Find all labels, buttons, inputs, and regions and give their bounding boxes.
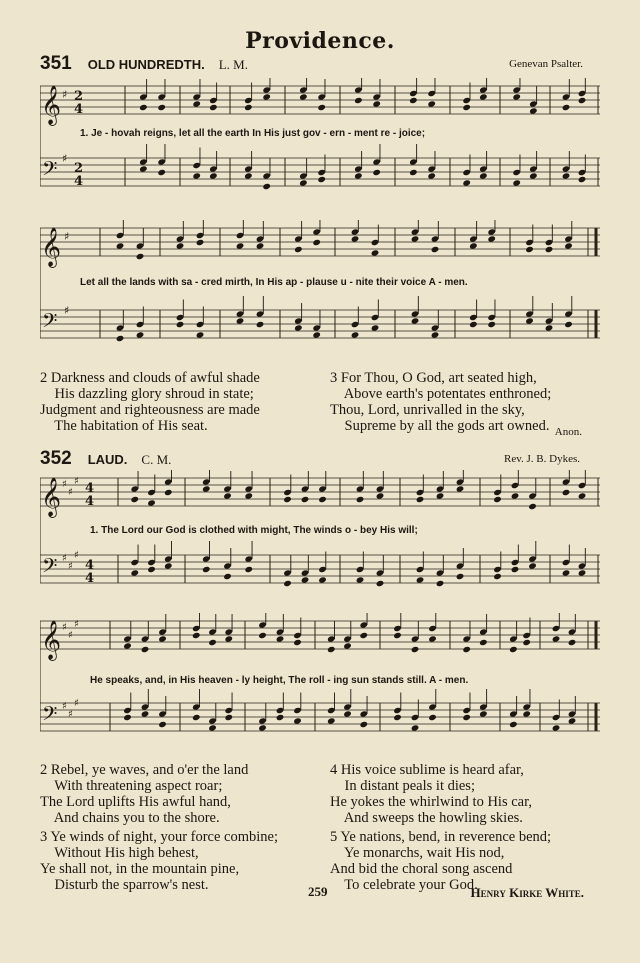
time-signature-bottom: 4 xyxy=(85,571,95,586)
verse-5: 5 Ye nations, bend, in reverence bend; Ye monarchs, wait His nod, And bid the choral song ascend To celebrate your God. xyxy=(330,829,552,893)
time-signature-top: 4 xyxy=(85,481,95,496)
meter: C. M. xyxy=(141,452,172,467)
note-head xyxy=(427,100,436,107)
time-signature-top: 2 xyxy=(74,89,84,104)
note-head xyxy=(176,242,185,249)
hymn-number: 351 xyxy=(40,53,72,74)
note-head xyxy=(312,239,321,246)
note-head xyxy=(411,235,420,242)
note-head xyxy=(371,249,380,256)
time-signature-bottom: 4 xyxy=(74,102,84,117)
note-head xyxy=(568,717,577,724)
key-sharp-icon: ♯ xyxy=(68,630,73,641)
note-head xyxy=(568,639,577,646)
note-head xyxy=(393,714,402,721)
note-head xyxy=(522,639,531,646)
note-head xyxy=(139,104,148,111)
note-head xyxy=(116,242,125,249)
note-head xyxy=(202,485,211,492)
note-head xyxy=(141,646,150,653)
key-sharp-icon: ♯ xyxy=(74,698,79,709)
key-sharp-icon: ♯ xyxy=(62,479,67,490)
note-head xyxy=(487,321,496,328)
note-head xyxy=(116,335,125,342)
note-head xyxy=(299,93,308,100)
note-head xyxy=(479,710,488,717)
note-head xyxy=(209,104,218,111)
hymn-number: 352 xyxy=(40,448,72,469)
meter: L. M. xyxy=(218,57,248,72)
note-head xyxy=(462,179,471,186)
note-head xyxy=(209,172,218,179)
note-head xyxy=(552,724,561,731)
note-head xyxy=(299,179,308,186)
time-signature-top: 2 xyxy=(74,161,84,176)
note-head xyxy=(283,580,292,587)
treble-clef-icon: 𝄞 xyxy=(41,227,62,267)
note-head xyxy=(130,496,139,503)
note-head xyxy=(327,646,336,653)
note-head xyxy=(431,331,440,338)
note-head xyxy=(244,566,253,573)
note-head xyxy=(528,562,537,569)
note-head xyxy=(223,492,232,499)
note-head xyxy=(428,714,437,721)
note-head xyxy=(411,646,420,653)
note-head xyxy=(509,646,518,653)
verse-3: 3 Ye winds of night, your force combine; Without His high behest, Ye shall not, in the mountain pine, Disturb the sparrow's nest. xyxy=(40,829,279,893)
composer-attribution: Genevan Psalter. xyxy=(509,58,583,70)
lyric-line: He speaks, and, in His heaven - ly height, The roll - ing sun stands still. A - men. xyxy=(90,675,469,686)
note-head xyxy=(469,242,478,249)
bass-staff xyxy=(40,703,600,731)
note-head xyxy=(416,576,425,583)
note-head xyxy=(487,235,496,242)
note-head xyxy=(552,635,561,642)
treble-clef-icon: 𝄞 xyxy=(41,85,62,125)
note-head xyxy=(479,639,488,646)
key-sharp-icon: ♯ xyxy=(74,619,79,630)
note-head xyxy=(327,717,336,724)
note-head xyxy=(123,642,132,649)
hymn-351-header xyxy=(40,53,248,75)
note-head xyxy=(525,317,534,324)
note-head xyxy=(351,235,360,242)
note-head xyxy=(529,172,538,179)
lyric-line: 1. The Lord our God is clothed with might, The winds o - bey His will; xyxy=(90,525,418,536)
music-system-351-1 xyxy=(40,78,600,203)
text-author: Henry Kirke White. xyxy=(470,885,584,900)
note-head xyxy=(562,172,571,179)
note-head xyxy=(354,172,363,179)
note-head xyxy=(192,632,201,639)
tune-name: OLD HUNDREDTH. xyxy=(87,57,205,72)
note-head xyxy=(157,104,166,111)
note-head xyxy=(317,176,326,183)
note-head xyxy=(236,242,245,249)
note-head xyxy=(244,492,253,499)
note-head xyxy=(411,724,420,731)
note-head xyxy=(578,97,587,104)
note-head xyxy=(479,172,488,179)
note-head xyxy=(202,566,211,573)
note-head xyxy=(376,492,385,499)
key-sharp-icon: ♯ xyxy=(64,230,70,243)
note-head xyxy=(509,721,518,728)
text-author: Anon. xyxy=(554,426,582,438)
note-head xyxy=(493,496,502,503)
bass-clef-icon: 𝄢 xyxy=(42,702,58,730)
note-head xyxy=(276,635,285,642)
note-head xyxy=(462,104,471,111)
note-head xyxy=(317,104,326,111)
key-sharp-icon: ♯ xyxy=(62,553,67,564)
treble-clef-icon: 𝄞 xyxy=(41,477,62,517)
notes xyxy=(123,613,576,732)
treble-staff xyxy=(40,621,600,649)
note-head xyxy=(262,183,271,190)
note-head xyxy=(562,104,571,111)
note-head xyxy=(359,632,368,639)
note-head xyxy=(262,93,271,100)
note-head xyxy=(436,492,445,499)
key-sharp-icon: ♯ xyxy=(68,561,73,572)
key-sharp-icon: ♯ xyxy=(62,152,68,165)
note-head xyxy=(301,496,310,503)
note-head xyxy=(192,100,201,107)
treble-clef-icon: 𝄞 xyxy=(41,620,62,660)
note-head xyxy=(578,176,587,183)
key-sharp-icon: ♯ xyxy=(64,304,70,317)
note-head xyxy=(409,97,418,104)
note-head xyxy=(192,714,201,721)
note-head xyxy=(564,242,573,249)
tune-name: LAUD. xyxy=(87,452,128,467)
note-head xyxy=(416,496,425,503)
bass-clef-icon: 𝄢 xyxy=(42,554,58,582)
note-head xyxy=(318,576,327,583)
note-head xyxy=(147,566,156,573)
note-head xyxy=(256,242,265,249)
note-head xyxy=(562,569,571,576)
note-head xyxy=(123,714,132,721)
note-head xyxy=(176,321,185,328)
note-head xyxy=(343,710,352,717)
note-head xyxy=(136,253,145,260)
note-head xyxy=(158,721,167,728)
note-head xyxy=(283,496,292,503)
note-head xyxy=(147,499,156,506)
note-head xyxy=(409,169,418,176)
note-head xyxy=(164,562,173,569)
key-sharp-icon: ♯ xyxy=(62,622,67,633)
note-head xyxy=(528,503,537,510)
note-head xyxy=(224,635,233,642)
note-head xyxy=(427,172,436,179)
hymn-352-header xyxy=(40,448,171,470)
note-head xyxy=(157,169,166,176)
note-head xyxy=(578,492,587,499)
note-head xyxy=(356,496,365,503)
note-head xyxy=(376,580,385,587)
note-head xyxy=(141,710,150,717)
note-head xyxy=(462,646,471,653)
note-head xyxy=(318,496,327,503)
note-head xyxy=(258,724,267,731)
note-head xyxy=(258,632,267,639)
note-head xyxy=(312,331,321,338)
key-sharp-icon: ♯ xyxy=(74,550,79,561)
key-sharp-icon: ♯ xyxy=(68,709,73,720)
note-head xyxy=(545,246,554,253)
note-head xyxy=(293,639,302,646)
lyric-line: 1. Je - hovah reigns, let all the earth In His just gov - ern - ment re - joice; xyxy=(80,128,426,139)
note-head xyxy=(522,710,531,717)
note-head xyxy=(301,576,310,583)
note-head xyxy=(356,576,365,583)
note-head xyxy=(223,573,232,580)
note-head xyxy=(431,246,440,253)
note-head xyxy=(469,321,478,328)
key-sharp-icon: ♯ xyxy=(62,701,67,712)
note-head xyxy=(136,331,145,338)
note-head xyxy=(545,324,554,331)
note-head xyxy=(512,93,521,100)
lyric-line: Let all the lands with sa - cred mirth, In His ap - plause u - nite their voice A - men. xyxy=(80,277,468,288)
note-head xyxy=(428,635,437,642)
note-head xyxy=(294,246,303,253)
note-head xyxy=(456,485,465,492)
note-head xyxy=(479,93,488,100)
note-head xyxy=(276,714,285,721)
note-head xyxy=(393,632,402,639)
note-head xyxy=(462,714,471,721)
bass-clef-icon: 𝄢 xyxy=(42,309,58,337)
note-head xyxy=(436,580,445,587)
note-head xyxy=(511,492,520,499)
note-head xyxy=(196,239,205,246)
note-head xyxy=(512,179,521,186)
treble-staff xyxy=(40,478,600,506)
note-head xyxy=(293,717,302,724)
note-head xyxy=(244,104,253,111)
note-head xyxy=(564,321,573,328)
note-head xyxy=(578,569,587,576)
section-title: Providence. xyxy=(245,28,395,54)
note-head xyxy=(343,642,352,649)
verse-2: 2 Darkness and clouds of awful shade His dazzling glory shroud in state; Judgment and righteousness are made The habitation of His seat. xyxy=(40,370,260,434)
note-head xyxy=(196,331,205,338)
verse-3: 3 For Thou, O God, art seated high, Above earth's potentates enthroned; Thou, Lord, unrivalled in the sky, Supreme by all the gods art owned. xyxy=(330,370,552,434)
verse-4: 4 His voice sublime is heard afar, In distant peals it dies; He yokes the whirlwind to His car, And sweeps the howling skies. xyxy=(330,762,532,826)
note-head xyxy=(208,639,217,646)
note-head xyxy=(411,317,420,324)
note-head xyxy=(256,321,265,328)
note-head xyxy=(139,165,148,172)
time-signature-bottom: 4 xyxy=(85,494,95,509)
time-signature-top: 4 xyxy=(85,558,95,573)
bass-clef-icon: 𝄢 xyxy=(42,157,58,185)
note-head xyxy=(224,714,233,721)
composer-attribution: Rev. J. B. Dykes. xyxy=(504,453,580,465)
note-head xyxy=(511,566,520,573)
time-signature-bottom: 4 xyxy=(74,174,84,189)
note-head xyxy=(236,317,245,324)
note-head xyxy=(372,169,381,176)
note-head xyxy=(244,172,253,179)
verse-2: 2 Rebel, ye waves, and o'er the land With threatening aspect roar; The Lord uplifts His awful hand, And chains you to the shore. xyxy=(40,762,249,826)
note-head xyxy=(359,721,368,728)
note-head xyxy=(493,573,502,580)
note-head xyxy=(525,246,534,253)
note-head xyxy=(354,97,363,104)
key-sharp-icon: ♯ xyxy=(62,88,68,101)
note-head xyxy=(164,489,173,496)
page-number: 259 xyxy=(308,884,328,899)
note-head xyxy=(529,107,538,114)
note-head xyxy=(208,724,217,731)
note-head xyxy=(371,324,380,331)
note-head xyxy=(158,635,167,642)
note-head xyxy=(130,569,139,576)
note-head xyxy=(294,324,303,331)
key-sharp-icon: ♯ xyxy=(68,487,73,498)
note-head xyxy=(372,100,381,107)
note-head xyxy=(351,331,360,338)
note-head xyxy=(456,573,465,580)
note-head xyxy=(562,489,571,496)
note-head xyxy=(192,172,201,179)
key-sharp-icon: ♯ xyxy=(74,476,79,487)
